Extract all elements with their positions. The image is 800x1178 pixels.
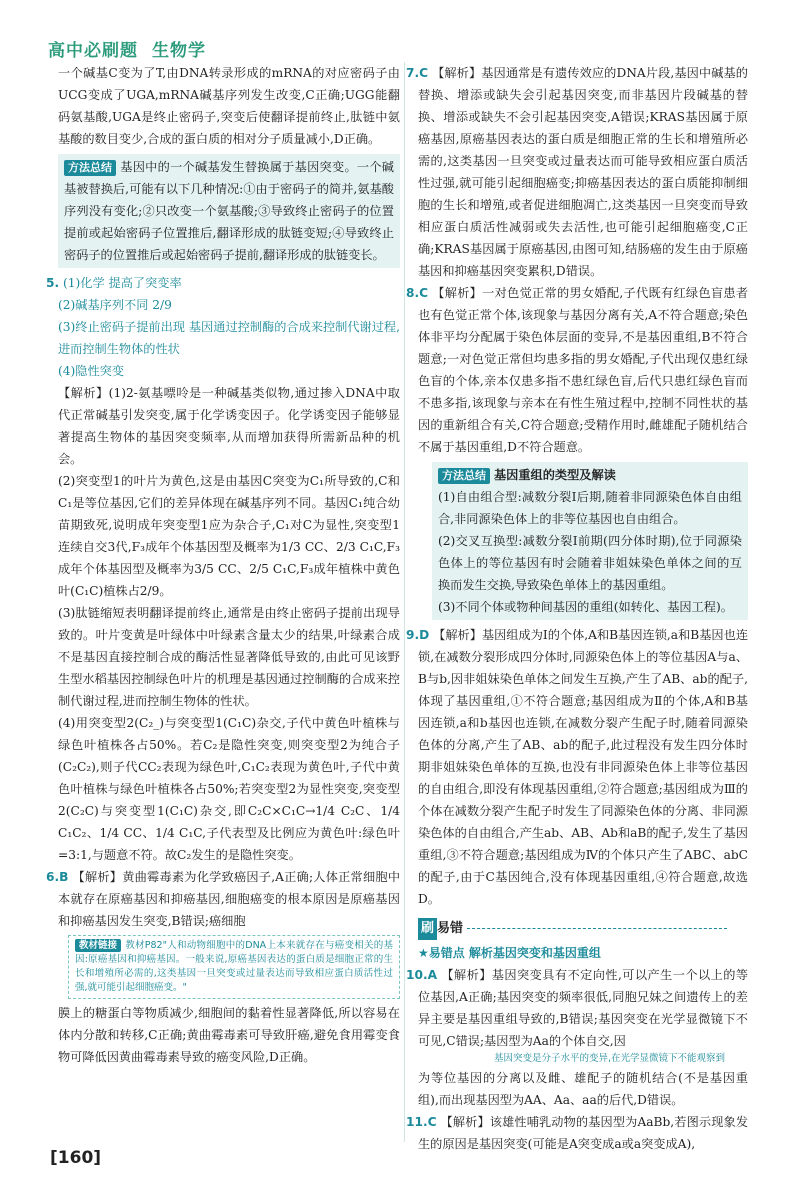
q11-number: 11. [406, 1115, 428, 1129]
q4-continued-text: 一个碱基C变为了T,由DNA转录形成的mRNA的对应密码子由UCG变成了UGA,mRNA碱基序列发生改变,C正确;UGG能翻码氨基酸,UGA是终止密码子,突变后使翻译提前终止,肽链中氨基酸的数目变少,合成的蛋白质的相对分子质量减小,D正确。 [58, 66, 400, 146]
q9-text: 【解析】基因组成为Ⅰ的个体,A和B基因连锁,a和B基因也连锁,在减数分裂形成四分体时,同源染色体上的等位基因A与a、B与b,因非姐妹染色单体之间发生互换,产生了AB、ab的配子,体现了基因重组,①不符合题意;基因组成为Ⅱ的个体,A和B基因连锁,a和b基因也连锁,在减数分裂产生配子时,随着同源染色体的分离,产生了AB、ab的配子,此过程没有发生四分体时期非姐妹染色单体的互换,也没有非同源染色体上非等位基因的自由组合,即没有体现基因重组,②符合题意;基因组成为Ⅲ的个体在减数分裂产生配子时发生了同源染色体的分离、非同源染色体的自由组合,产生ab、AB、Ab和aB的配子,发生了基因重组,③不符合题意;基因组成为Ⅳ的个体只产生了ABC、abC的配子,由于C基因纯合,没有体现基因重组,④符合题意,故选D。 [418, 628, 749, 906]
method-summary-tag: 方法总结 [64, 160, 116, 176]
q11-analysis [406, 1111, 749, 1155]
section-title: 易错 [437, 921, 464, 936]
q5-analysis-1: 【解析】(1)2-氨基嘌呤是一种碱基类似物,通过掺入DNA中取代正常碱基引发突变,属于化学诱变因子。化学诱变因子能够显著提高生物体的基因突变频率,从而增加获得所需新品种的机会。 [58, 386, 400, 466]
q7-number: 7. [406, 66, 420, 80]
q5-answer-1 [46, 272, 400, 294]
book-title: 高中必刷题 [48, 41, 138, 61]
q10-number: 10. [406, 968, 428, 982]
page-number-value: 160 [57, 1148, 94, 1168]
q7-analysis [406, 62, 748, 282]
q5-answer-1-text: (1)化学 提高了突变率 [63, 276, 182, 290]
q6-answer: B [59, 870, 69, 884]
q9-analysis [406, 624, 749, 910]
q10-answer: A [427, 968, 438, 982]
q8-answer: C [419, 286, 429, 300]
method-summary-2-line-1: (1)自由组合型:减数分裂Ⅰ后期,随着非同源染色体自由组合,非同源染色体上的非等位基因也自由组合。 [438, 490, 742, 526]
page-number: [160] [50, 1148, 102, 1168]
textbook-link-note [68, 935, 400, 999]
error-point-note: 基因突变是分子水平的变异,在光学显微镜下不能观察到 [494, 1053, 726, 1064]
textbook-link-text: 教材P82"人和动物细胞中的DNA上本来就存在与癌变相关的基因:原癌基因和抑癌基因。一般来说,原癌基因表达的蛋白质是细胞正常的生长和增殖所必需的,这类基因一旦突变或过量表达而导致相应蛋白质活性过强,就可能引起细胞癌变。" [75, 940, 393, 993]
q8-analysis [406, 282, 749, 458]
q5-analysis-2: (2)突变型1的叶片为黄色,这是由基因C突变为C₁所导致的,C和C₁是等位基因,它们的差异体现在碱基序列不同。基因C₁纯合幼苗期致死,说明成年突变型1应为杂合子,C₁对C为显性,突变型1连续自交3代,F₃成年个体基因型及概率为1/3 CC、2/3 C₁C,F₃成年个体基因型及概率为3/5 CC、2/5 C₁C,F₃成年植株中黄色叶(C₁C)植株占2/9。 [58, 474, 400, 598]
method-summary-2-line-3: (3)不同个体或物种间基因的重组(如转化、基因工程)。 [438, 600, 733, 614]
q7-text: 【解析】基因通常是有遗传效应的DNA片段,基因中碱基的替换、增添或缺失会引起基因突变,而非基因片段碱基的替换、增添或缺失不会引起基因突变,A错误;KRAS基因属于原癌基因,原癌基因表达的蛋白质是细胞正常的生长和增殖所必需的,这类基因一旦突变或过量表达而可能导致相应蛋白质活性过强,就可能引起细胞癌变;抑癌基因表达的蛋白质能抑制细胞的生长和增殖,或者促进细胞凋亡,这类基因一旦突变而导致相应蛋白质活性减弱或失去活性,也可能引起细胞癌变,C正确;KRAS基因属于原癌基因,由图可知,结肠癌的发生由于原癌基因和抑癌基因突变累积,D错误。 [418, 66, 748, 278]
q5-answer-2: (2)碱基序列不同 2/9 [58, 298, 172, 312]
method-summary-box-2 [432, 462, 748, 620]
right-column [406, 62, 749, 1155]
column-divider [404, 62, 405, 1142]
method-summary-2-line-2: (2)交叉互换型:减数分裂Ⅰ前期(四分体时期),位于同源染色体上的等位基因有时会随着非姐妹染色单体之间的互换而发生交换,导致染色单体上的基因重组。 [438, 534, 742, 592]
q5-number: 5. [46, 276, 60, 290]
error-point-label: ★易错点 解析基因突变和基因重组 [418, 946, 601, 960]
method-summary-text: 基因中的一个碱基发生替换属于基因突变。一个碱基被替换后,可能有以下几种情况:①由于密码子的简并,氨基酸序列没有变化;②只改变一个氨基酸;③导致终止密码子的位置提前或起始密码子位置推后,翻译形成的肽链变短;④导致终止密码子的位置推后或起始密码子提前,翻译形成的肽链变长。 [64, 160, 394, 262]
q9-number: 9. [406, 628, 420, 642]
q10-analysis [406, 964, 749, 1052]
q7-answer: C [419, 66, 429, 80]
q11-answer: C [427, 1115, 437, 1129]
textbook-link-tag: 教材链接 [75, 939, 121, 952]
q6-analysis-tail: 膜上的糖蛋白等物质减少,细胞间的黏着性显著降低,所以容易在体内分散和转移,C正确;黄曲霉毒素可导致肝癌,避免食用霉变食物可降低因黄曲霉毒素导致的癌变风险,D正确。 [58, 1006, 400, 1064]
q6-analysis [46, 866, 401, 932]
section-header-errors [418, 918, 748, 940]
q6-text: 【解析】黄曲霉毒素为化学致癌因子,A正确;人体正常细胞中本就存在原癌基因和抑癌基因,细胞癌变的根本原因是原癌基因和抑癌基因发生突变,B错误;癌细胞 [58, 870, 401, 928]
method-summary-2-title: 基因重组的类型及解读 [494, 468, 616, 482]
q9-answer: D [419, 628, 430, 642]
left-column [46, 62, 401, 1068]
section-badge: 刷 [418, 918, 437, 940]
method-summary-box-1 [58, 154, 400, 268]
q5-analysis-3: (3)肽链缩短表明翻译提前终止,通常是由终止密码子提前出现导致的。叶片变黄是叶绿体中叶绿素含量太少的结果,叶绿素合成不是基因直接控制合成的酶活性显著降低导致的,由此可见该野生型水稻基因控制绿色叶片的机理是基因通过控制酶的合成来控制代谢过程,进而控制生物体的性状。 [58, 606, 400, 708]
q10-text: 【解析】基因突变具有不定向性,可以产生一个以上的等位基因,A正确;基因突变的频率很低,同胞兄妹之间遗传上的差异主要是基因重组导致的,B错误;基因突变在光学显微镜下不可见,C错误;基因型为Aa的个体自交,因 [418, 968, 749, 1048]
section-rule [467, 928, 727, 929]
q11-text: 【解析】该雄性哺乳动物的基因型为AaBb,若图示现象发生的原因是基因突变(可能是A突变成a或a突变成A), [418, 1115, 749, 1151]
q8-number: 8. [406, 286, 420, 300]
q5-analysis-4: (4)用突变型2(C₂_)与突变型1(C₁C)杂交,子代中黄色叶植株与绿色叶植株各占50%。若C₂是隐性突变,则突变型2为纯合子(C₂C₂),则子代CC₂表现为绿色叶,C₁C₂表现为黄色叶,子代中黄色叶植株与绿色叶植株各占50%;若突变型2为显性突变,突变型2(C₂C)与突变型1(C₁C)杂交,即C₂C×C₁C→1/4 C₂C、1/4 C₁C₂、1/4 CC、1/4 C₁C,子代表型及比例应为黄色叶:绿色叶=3:1,与题意不符。故C₂发生的是隐性突变。 [58, 716, 400, 862]
q8-text: 【解析】一对色觉正常的男女婚配,子代既有红绿色盲患者也有色觉正常个体,该现象与基因分离有关,A不符合题意;染色体非平均分配属于染色体层面的变异,不是基因重组,B不符合题意;一对色觉正常但均患多指的男女婚配,子代出现仅患红绿色盲的个体,亲本仅患多指不患红绿色盲,后代只患红绿色盲而不患多指,该现象与亲本在有性生殖过程中,控制不同性状的基因的重新组合有关,C符合题意;受精作用时,雌雄配子随机结合不属于基因重组,D不符合题意。 [418, 286, 749, 454]
q6-number: 6. [46, 870, 60, 884]
method-summary-2-tag: 方法总结 [438, 468, 490, 484]
subject-title: 生物学 [152, 41, 206, 61]
q10-analysis-tail: 为等位基因的分离以及雌、雄配子的随机结合(不是基因重组),而出现基因型为AA、Aa、aa的后代,D错误。 [418, 1071, 748, 1107]
method-summary-2-heading [438, 464, 742, 486]
q5-answer-3: (3)终止密码子提前出现 基因通过控制酶的合成来控制代谢过程,进而控制生物体的性状 [58, 320, 400, 356]
page-header [48, 36, 206, 61]
q5-answer-4: (4)隐性突变 [58, 364, 125, 378]
